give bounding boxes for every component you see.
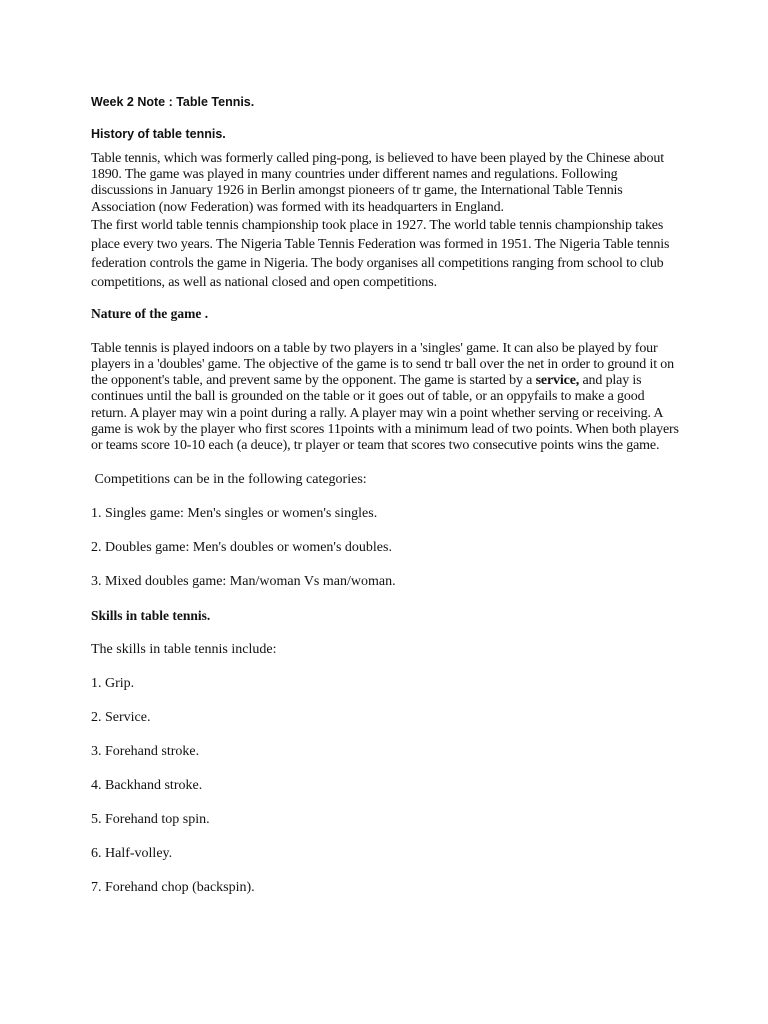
skills-heading: Skills in table tennis.: [91, 608, 211, 624]
skills-intro: The skills in table tennis include:: [91, 642, 277, 658]
history-heading: History of table tennis.: [91, 127, 226, 141]
competition-item-doubles: 2. Doubles game: Men's doubles or women's doubles.: [91, 540, 392, 556]
competition-item-singles: 1. Singles game: Men's singles or women's singles.: [91, 506, 378, 522]
document-title: Week 2 Note : Table Tennis.: [91, 95, 255, 109]
nature-text-2: and play is continues until the ball is grounded on the table or it goes out of table, or an oppyfails to make a good return. A player may win a point during a rally. A player may win a point whether serving or receiving. A game is wok by the player who first scores 11points with a minimum lead of two points. When both players or teams score 10-10 each (a deuce), tr player or team that scores two consecutive points wins the game.: [91, 373, 679, 454]
skill-item-forehand-chop: 7. Forehand chop (backspin).: [91, 880, 255, 896]
history-paragraph-2: The first world table tennis championship took place in 1927. The world table tennis championship takes place every two years. The Nigeria Table Tennis Federation was formed in 1951. The Nigeria Table tennis federation controls the game in Nigeria. The body organises all competitions ranging from school to club competitions, as well as national closed and open competitions.: [91, 217, 670, 290]
nature-text-1: Table tennis is played indoors on a table by two players in a 'singles' game. It can also be played by four players in a 'doubles' game. The objective of the game is to send tr ball over the net in order to ground it on the opponent's table, and prevent same by the opponent. The game is started by a: [91, 340, 674, 389]
history-paragraph-1: Table tennis, which was formerly called ping-pong, is believed to have been played by the Chinese about 1890. The game was played in many countries under different names and regulations. Following discussions in January 1926 in Berlin amongst pioneers of tr game, the International Table Tennis Association (now Federation) was formed with its headquarters in England.: [91, 151, 664, 215]
nature-heading: Nature of the game .: [91, 305, 209, 321]
service-keyword: service,: [535, 373, 580, 389]
document-page: [91, 94, 681, 896]
skill-item-half-volley: 6. Half-volley.: [91, 846, 173, 862]
competition-item-mixed: 3. Mixed doubles game: Man/woman Vs man/woman.: [91, 574, 396, 590]
skill-item-service: 2. Service.: [91, 710, 151, 726]
competitions-intro: Competitions can be in the following categories:: [91, 472, 367, 488]
nature-paragraph: [91, 341, 681, 454]
skill-item-backhand-stroke: 4. Backhand stroke.: [91, 778, 203, 794]
skill-item-forehand-top-spin: 5. Forehand top spin.: [91, 812, 210, 828]
skill-item-forehand-stroke: 3. Forehand stroke.: [91, 744, 200, 760]
skill-item-grip: 1. Grip.: [91, 676, 135, 692]
